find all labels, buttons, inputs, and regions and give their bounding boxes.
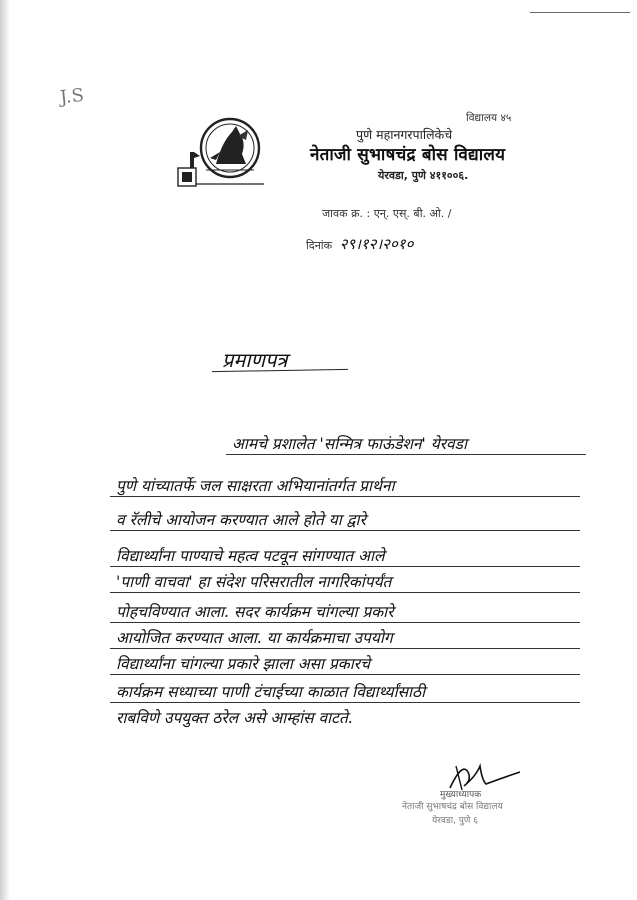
date-value: २९।१२।२०१०: [339, 235, 414, 253]
underline-6: [110, 622, 580, 623]
body-line-4: विद्यार्थ्यांना पाण्याचे महत्व पटवून सांगण्यात आले: [116, 547, 385, 565]
underline-8: [110, 674, 580, 675]
underline-4: [110, 566, 580, 567]
corporation-name: पुणे महानगरपालिकेचे: [356, 127, 453, 142]
school-seal-logo: [176, 112, 266, 192]
top-rule: [530, 12, 630, 13]
school-address: येरवडा, पुणे ४११००६.: [378, 169, 469, 182]
scan-edge-shadow: [0, 0, 10, 900]
underline-2: [110, 496, 580, 497]
date-label: दिनांक: [306, 239, 333, 252]
certificate-title: प्रमाणपत्र: [222, 348, 288, 372]
body-line-5: 'पाणी वाचवा' हा संदेश परिसरातील नागरिकांपर्यंत: [116, 573, 392, 591]
body-line-8: विद्यार्थ्यांना चांगल्या प्रकारे झाला असा प्रकारचे: [116, 655, 370, 673]
school-name: नेताजी सुभाषचंद्र बोस विद्यालय: [310, 145, 506, 165]
stamp-line-2: येरवडा, पुणे ६: [432, 816, 478, 826]
body-line-1: आमचे प्रशालेत 'सन्मित्र फाऊंडेशन' येरवडा: [232, 435, 467, 453]
body-line-9: कार्यक्रम सध्याच्या पाणी टंचाईच्या काळात विद्यार्थ्यांसाठी: [116, 683, 426, 701]
body-line-3: व रॅलीचे आयोजन करण्यात आले होते या द्वारे: [116, 511, 366, 529]
school-stamp: [402, 800, 503, 828]
body-line-7: आयोजित करण्यात आला. या कार्यक्रमाचा उपयोग: [116, 629, 393, 647]
body-line-10: राबविणे उपयुक्त ठरेल असे आम्हांस वाटते.: [116, 709, 353, 727]
underline-3: [110, 530, 580, 531]
date-row: [306, 234, 413, 254]
stamp-line-1: नेताजी सुभाषचंद्र बोस विद्यालय: [402, 802, 503, 812]
signatory-title: मुख्याध्यापक: [440, 790, 482, 800]
underline-9: [110, 702, 580, 703]
margin-note: J.S: [58, 84, 85, 109]
underline-7: [110, 648, 580, 649]
body-line-2: पुणे यांच्यातर्फे जल साक्षरता अभियानांतर्गत प्रार्थना: [116, 477, 395, 495]
underline-5: [110, 592, 580, 593]
body-line-6: पोहचविण्यात आला. सदर कार्यक्रम चांगल्या प्रकारे: [116, 603, 394, 621]
school-number: विद्यालय ४५: [466, 112, 512, 124]
underline-1: [226, 454, 586, 455]
outward-number: जावक क्र. : एन्. एस्. बी. ओ. /: [322, 207, 452, 220]
